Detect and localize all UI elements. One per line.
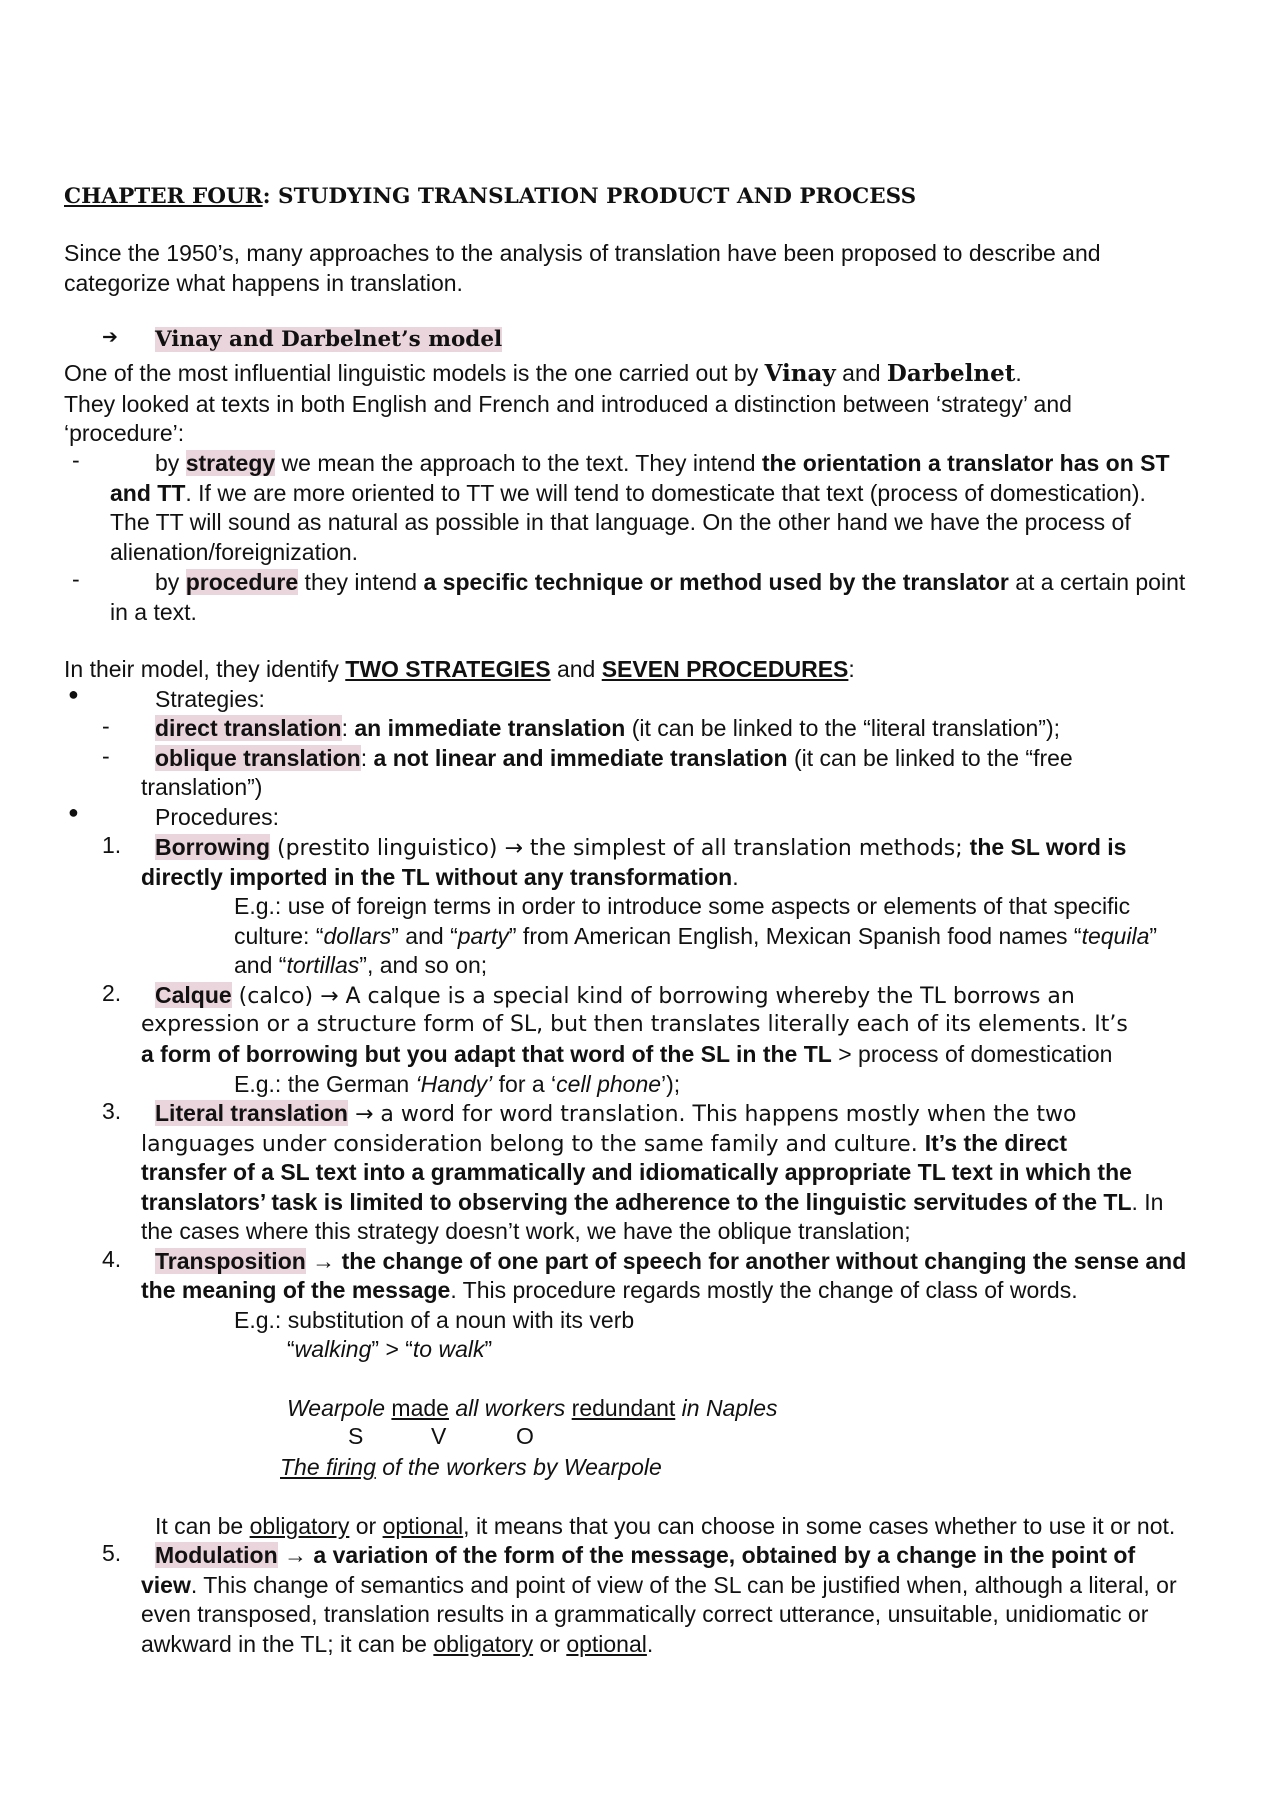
list-number: 5. (102, 1540, 122, 1566)
calque-example: E.g.: the German ‘Handy’ for a ‘cell phone’); (234, 1071, 681, 1097)
intro-line-2: categorize what happens in translation. (64, 270, 463, 296)
literal-translation-item: Literal translation → a word for word translation. This happens mostly when the two (155, 1100, 1077, 1127)
direct-translation-item: direct translation: an immediate translation (it can be linked to the “literal translation”); (155, 715, 1061, 741)
oblique-translation-item: translation”) (141, 774, 263, 800)
list-number: 1. (102, 832, 122, 858)
transposition-item: the meaning of the message. This procedure regards mostly the change of class of words. (141, 1277, 1078, 1303)
modulation-item: view. This change of semantics and point of view of the SL can be justified when, although a literal, or (141, 1572, 1177, 1598)
calque-item: Calque (calco) → A calque is a special kind of borrowing whereby the TL borrows an (155, 982, 1075, 1009)
transposition-item: Transposition → the change of one part of speech for another without changing the sense and (155, 1248, 1187, 1274)
procedure-definition: by procedure they intend a specific technique or method used by the translator at a certain point (155, 569, 1186, 595)
list-number: 4. (102, 1246, 122, 1272)
model-intro: In their model, they identify TWO STRATEGIES and SEVEN PROCEDURES: (64, 656, 855, 682)
literal-translation-item: the cases where this strategy doesn’t work, we have the oblique translation; (141, 1218, 911, 1244)
dash-bullet: - (102, 713, 110, 739)
literal-translation-item: translators’ task is limited to observing the adherence to the linguistic servitudes of the TL. In (141, 1189, 1164, 1215)
object-label: O (516, 1423, 534, 1449)
calque-item: a form of borrowing but you adapt that word of the SL in the TL > process of domestication (141, 1041, 1113, 1067)
strategies-label: Strategies: (155, 686, 265, 712)
arrow-bullet-icon: ➔ (102, 327, 118, 348)
bullet-dot: ● (68, 802, 79, 822)
oblique-translation-item: oblique translation: a not linear and immediate translation (it can be linked to the “free (155, 745, 1073, 771)
strategy-definition: alienation/foreignization. (110, 539, 359, 565)
calque-item: expression or a structure form of SL, but then translates literally each of its elements. It’s (141, 1012, 1128, 1037)
strategy-definition: by strategy we mean the approach to the text. They intend the orientation a translator has on ST (155, 450, 1170, 476)
chapter-title: CHAPTER FOUR: STUDYING TRANSLATION PRODUCT AND PROCESS (64, 184, 917, 209)
transposition-example: E.g.: substitution of a noun with its verb (234, 1307, 635, 1333)
dash-bullet: - (72, 566, 80, 592)
paragraph-line: One of the most influential linguistic models is the one carried out by Vinay and Darbelnet. (64, 360, 1022, 387)
strategy-definition: The TT will sound as natural as possible in that language. On the other hand we have the process of (110, 509, 1131, 535)
subject-label: S (348, 1423, 364, 1449)
verb-label: V (431, 1423, 447, 1449)
paragraph-line: They looked at texts in both English and French and introduced a distinction between ‘strategy’ and (64, 391, 1072, 417)
list-number: 2. (102, 980, 122, 1006)
borrowing-example: and “tortillas”, and so on; (234, 952, 488, 978)
section-heading: Vinay and Darbelnet’s model (155, 327, 503, 352)
borrowing-example: E.g.: use of foreign terms in order to introduce some aspects or elements of that specific (234, 893, 1131, 919)
literal-translation-item: transfer of a SL text into a grammatically and idiomatically appropriate TL text in which the (141, 1159, 1132, 1185)
bullet-dot: ● (68, 684, 79, 704)
borrowing-item: directly imported in the TL without any transformation. (141, 864, 739, 890)
modulation-item: Modulation → a variation of the form of the message, obtained by a change in the point of (155, 1542, 1136, 1568)
list-number: 3. (102, 1098, 122, 1124)
dash-bullet: - (102, 743, 110, 769)
dash-bullet: - (72, 447, 80, 473)
procedure-definition: in a text. (110, 599, 197, 625)
literal-translation-item: languages under consideration belong to the same family and culture. It’s the direct (141, 1130, 1067, 1157)
transposition-comment: It can be obligatory or optional, it means that you can choose in some cases whether to use it or not. (155, 1513, 1176, 1539)
borrowing-example: culture: “dollars” and “party” from American English, Mexican Spanish food names “tequila” (234, 923, 1158, 949)
procedures-label: Procedures: (155, 804, 280, 830)
modulation-item: even transposed, translation results in a grammatically correct utterance, unsuitable, unidiomatic or (141, 1601, 1149, 1627)
example-sentence: The firing of the workers by Wearpole (280, 1454, 662, 1480)
example-sentence: Wearpole made all workers redundant in Naples (287, 1395, 778, 1421)
modulation-item: awkward in the TL; it can be obligatory or optional. (141, 1631, 654, 1657)
transposition-example: “walking” > “to walk” (287, 1336, 493, 1362)
intro-line-1: Since the 1950’s, many approaches to the analysis of translation have been proposed to describe and (64, 240, 1101, 266)
paragraph-line: ‘procedure’: (64, 420, 185, 446)
borrowing-item: Borrowing (prestito linguistico) → the simplest of all translation methods; the SL word is (155, 834, 1127, 861)
strategy-definition: and TT. If we are more oriented to TT we will tend to domesticate that text (process of domestication). (110, 480, 1146, 506)
